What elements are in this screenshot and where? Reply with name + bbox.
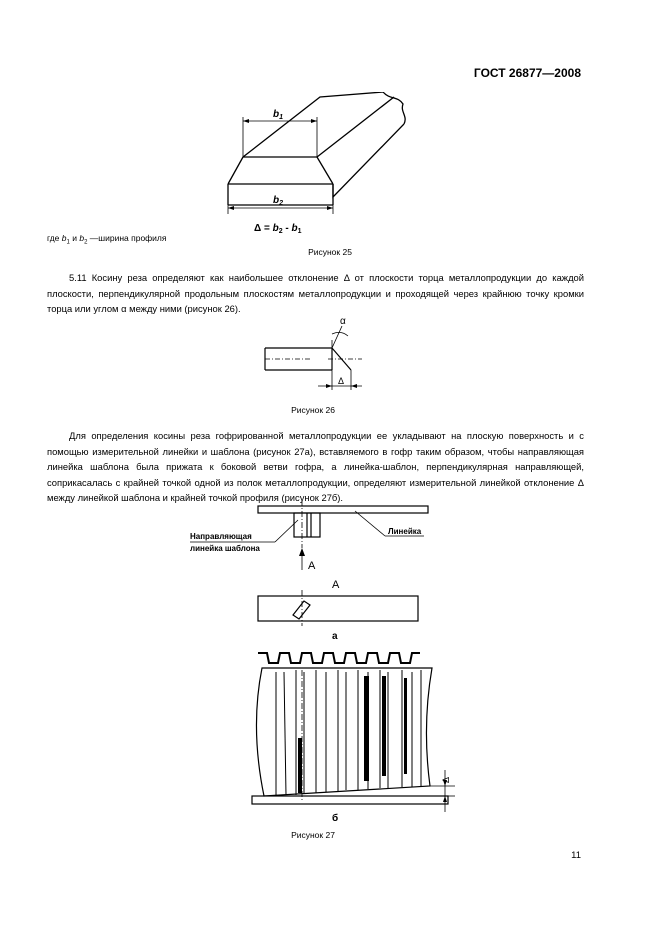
fig25-formula: $\Delta = b_2 - b_1$ [254, 223, 302, 235]
paragraph-5-11: 5.11 Косину реза определяют как наибольшее отклонение Δ от плоскости торца металлопродукции до каждой плоскости, перпендикулярной продольным плоскостям металлопродукции и проходящей через крайнюю точку кромки торца или углом α между ними (рисунок 26). [47, 272, 584, 315]
figure-25-legend-note: где $b_1$ и $b_2$ —ширина профиля [47, 233, 167, 246]
fig25-b1-subscript: 1 [279, 114, 284, 121]
figure-26-caption: Рисунок 26 [291, 405, 335, 415]
figure-27-drawing [180, 498, 480, 838]
fig27-view-arrow-label: А [308, 560, 316, 572]
figure-27-caption: Рисунок 27 [291, 830, 335, 840]
standard-header: ГОСТ 26877—2008 [473, 66, 581, 80]
fig27-delta-label: Δ [441, 776, 451, 783]
paragraph-corrugated: Для определения косины реза гофрированной металлопродукции ее укладывают на плоскую поверхность и с помощью измерительной линейки и шаблона (рисунок 27а), вставляемого в гофр таким образом, чтобы направляющая линейка шаблона была прижата к боковой ветви гофра, а линейка-шаблон, перпендикулярная направляющей, соприкасалась с крайней точкой одной из полок металлопродукции, определяют измерительной линейкой отклонение Δ между линейкой шаблона и крайней точкой профиля (рисунок 27б). [47, 430, 584, 504]
fig27-guide-label-1: Направляющая [190, 532, 252, 541]
page-number: 11 [571, 850, 581, 861]
fig27-label-b: б [332, 813, 339, 824]
fig26-alpha-label: α [340, 316, 346, 327]
fig27-ruler-label: Линейка [388, 527, 422, 536]
fig27-guide-label-2: линейка шаблона [190, 544, 260, 553]
fig27-view-title: А [332, 579, 340, 591]
fig26-delta-label: Δ [338, 376, 345, 386]
figure-25-drawing [218, 92, 410, 237]
fig25-b2-label: b [273, 195, 280, 206]
figure-26-drawing [262, 308, 382, 393]
fig27-label-a: а [332, 631, 338, 642]
figure-25-caption: Рисунок 25 [308, 247, 352, 257]
fig25-b2-subscript: 2 [279, 200, 284, 207]
svg-text:b2 [273, 195, 283, 207]
fig25-b1-label: b [273, 109, 280, 120]
svg-text:b1 [273, 109, 283, 121]
